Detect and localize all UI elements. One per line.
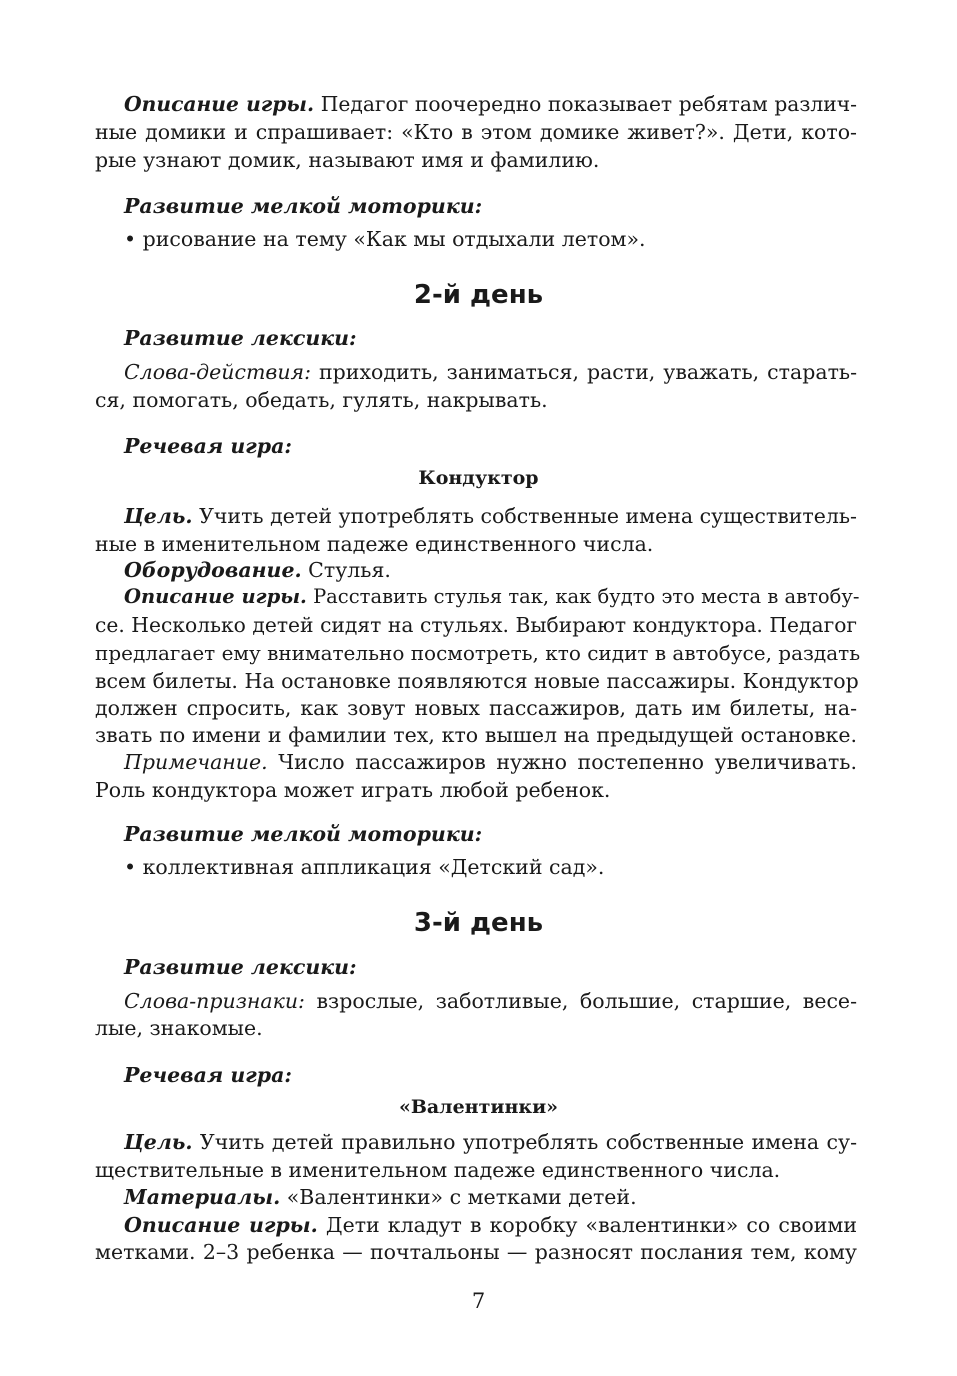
words-label: Слова-признаки: <box>124 989 305 1013</box>
text-line: Педагог поочередно показывает ребятам различ- <box>320 92 857 116</box>
description-paragraph <box>124 1211 857 1239</box>
list-item: • коллективная аппликация «Детский сад». <box>124 855 605 879</box>
materials-paragraph <box>124 1183 637 1211</box>
text-line: рые узнают домик, называют имя и фамилию. <box>95 148 600 172</box>
game-description-paragraph <box>124 90 857 118</box>
game-title: Кондуктор <box>418 467 539 489</box>
text-line: Дети кладут в коробку «валентинки» со своими <box>325 1213 857 1237</box>
goal-paragraph <box>124 1128 857 1156</box>
goal-paragraph <box>124 502 857 530</box>
text-line: звать по имени и фамилии тех, кто вышел на предыдущей остановке. <box>95 723 857 747</box>
text-line: ся, помогать, обедать, гулять, накрывать. <box>95 388 548 412</box>
speech-game-heading: Речевая игра: <box>124 1063 292 1087</box>
text-line: Число пассажиров нужно постепенно увеличивать. <box>278 750 857 774</box>
lexicon-paragraph <box>124 987 857 1015</box>
text-line: «Валентинки» с метками детей. <box>286 1185 637 1209</box>
lexicon-heading: Развитие лексики: <box>124 955 357 979</box>
speech-game-heading: Речевая игра: <box>124 434 292 458</box>
text-line: Стулья. <box>308 558 391 582</box>
page-number: 7 <box>471 1289 486 1313</box>
text-line: Роль кондуктора может играть любой ребенок. <box>95 778 611 802</box>
equipment-paragraph <box>124 556 391 584</box>
game-title: «Валентинки» <box>398 1096 559 1118</box>
text-line: ные домики и спрашивает: «Кто в этом домике живет?». Дети, кото- <box>95 120 857 144</box>
day-3-heading: 3-й день <box>413 908 544 938</box>
text-line: всем билеты. На остановке появляются новые пассажиры. Кондуктор <box>95 669 859 693</box>
list-item: • рисование на тему «Как мы отдыхали летом». <box>124 227 646 251</box>
description-label: Описание игры. <box>124 92 315 116</box>
description-label: Описание игры. <box>124 585 307 608</box>
text-line: се. Несколько детей сидят на стульях. Выбирают кондуктора. Педагог <box>95 613 857 637</box>
text-line: ществительные в именительном падеже единственного числа. <box>95 1158 781 1182</box>
text-line: Учить детей употреблять собственные имена существитель- <box>199 504 857 528</box>
words-label: Слова-действия: <box>124 360 312 384</box>
text-line: взрослые, заботливые, большие, старшие, весе- <box>316 989 857 1013</box>
text-line: должен спросить, как зовут новых пассажиров, дать им билеты, на- <box>95 696 857 720</box>
materials-label: Материалы. <box>124 1185 281 1209</box>
motor-skills-heading: Развитие мелкой моторики: <box>124 194 483 218</box>
lexicon-heading: Развитие лексики: <box>124 326 357 350</box>
description-paragraph <box>124 583 860 611</box>
motor-skills-heading: Развитие мелкой моторики: <box>124 822 483 846</box>
text-line: Расставить стулья так, как будто это места в автобу- <box>313 585 860 608</box>
note-paragraph <box>124 748 857 776</box>
lexicon-paragraph <box>124 358 857 386</box>
goal-label: Цель. <box>124 1130 193 1154</box>
text-line: Учить детей правильно употреблять собственные имена су- <box>199 1130 857 1154</box>
text-line: ные в именительном падеже единственного числа. <box>95 532 654 556</box>
day-2-heading: 2-й день <box>413 280 544 310</box>
text-line: предлагает ему внимательно посмотреть, кто сидит в автобусе, раздать <box>95 641 861 665</box>
goal-label: Цель. <box>124 504 193 528</box>
text-line: метками. 2–3 ребенка — почтальоны — разносят послания тем, кому <box>95 1240 857 1264</box>
text-line: лые, знакомые. <box>95 1016 263 1040</box>
equipment-label: Оборудование. <box>124 558 302 582</box>
note-label: Примечание. <box>124 750 268 774</box>
description-label: Описание игры. <box>124 1213 318 1237</box>
text-line: приходить, заниматься, расти, уважать, старать- <box>319 360 857 384</box>
